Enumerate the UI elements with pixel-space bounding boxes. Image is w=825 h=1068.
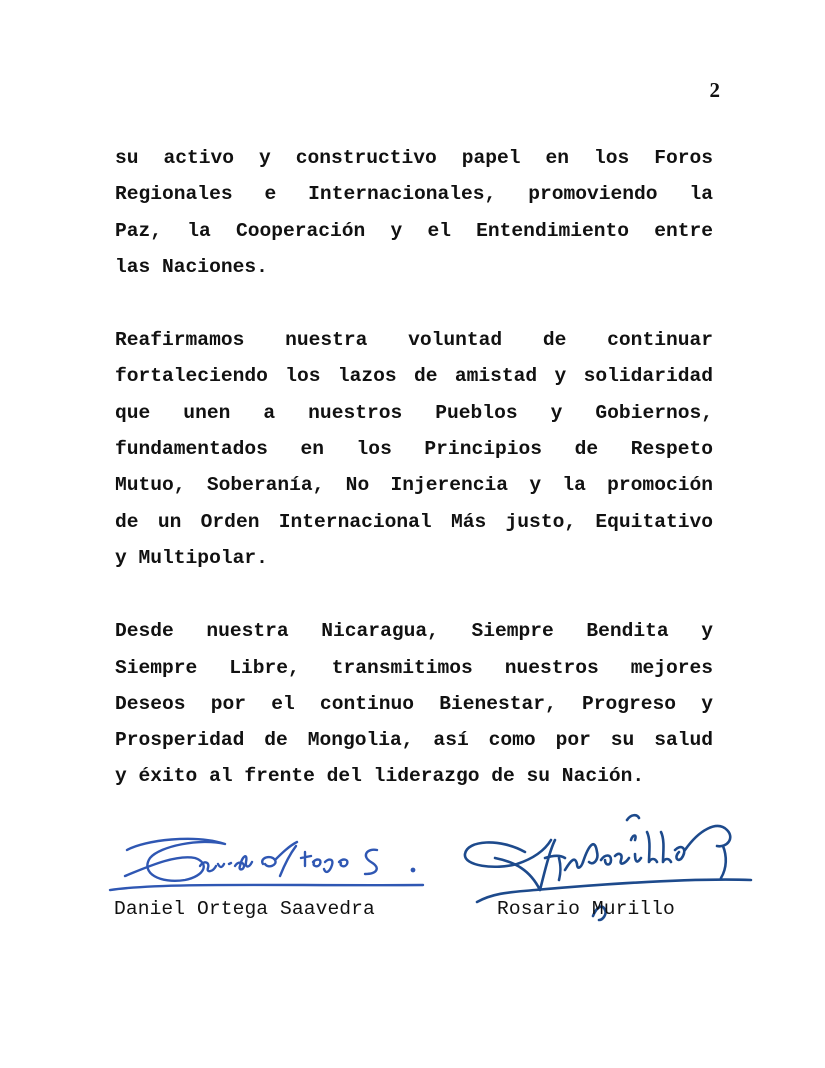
text-line: fortaleciendo los lazos de amistad y solidaridad bbox=[115, 365, 713, 388]
text-line: Desde nuestra Nicaragua, Siempre Bendita y bbox=[115, 620, 713, 643]
text-line: y Multipolar. bbox=[115, 546, 268, 569]
text-line: Paz, la Cooperación y el Entendimiento entre bbox=[115, 219, 713, 242]
text-line: Prosperidad de Mongolia, así como por su salud bbox=[115, 729, 713, 752]
text-line: Mutuo, Soberanía, No Injerencia y la promoción bbox=[115, 474, 713, 497]
paragraph-2 bbox=[115, 322, 713, 576]
text-line: Regionales e Internacionales, promoviendo la bbox=[115, 183, 713, 206]
text-line: Deseos por el continuo Bienestar, Progreso y bbox=[115, 692, 713, 715]
text-line: y éxito al frente del liderazgo de su Nación. bbox=[115, 765, 645, 788]
signer-name-ortega: Daniel Ortega Saavedra bbox=[114, 898, 375, 920]
signature-block-murillo bbox=[455, 810, 765, 930]
handwritten-signature-icon bbox=[105, 828, 435, 903]
text-line: de un Orden Internacional Más justo, Equitativo bbox=[115, 510, 713, 533]
page-number: 2 bbox=[709, 78, 720, 102]
signer-name-murillo: Rosario Murillo bbox=[497, 898, 675, 920]
text-line: fundamentados en los Principios de Respeto bbox=[115, 438, 713, 461]
paragraph-1 bbox=[115, 140, 713, 285]
text-line: que unen a nuestros Pueblos y Gobiernos, bbox=[115, 401, 713, 424]
text-line: Reafirmamos nuestra voluntad de continuar bbox=[115, 329, 713, 352]
paragraph-3 bbox=[115, 613, 713, 794]
letter-body bbox=[115, 140, 713, 832]
signature-block-ortega bbox=[105, 828, 435, 928]
text-line: su activo y constructivo papel en los Foros bbox=[115, 147, 713, 169]
text-line: Siempre Libre, transmitimos nuestros mejores bbox=[115, 656, 713, 679]
text-line: las Naciones. bbox=[115, 255, 268, 278]
